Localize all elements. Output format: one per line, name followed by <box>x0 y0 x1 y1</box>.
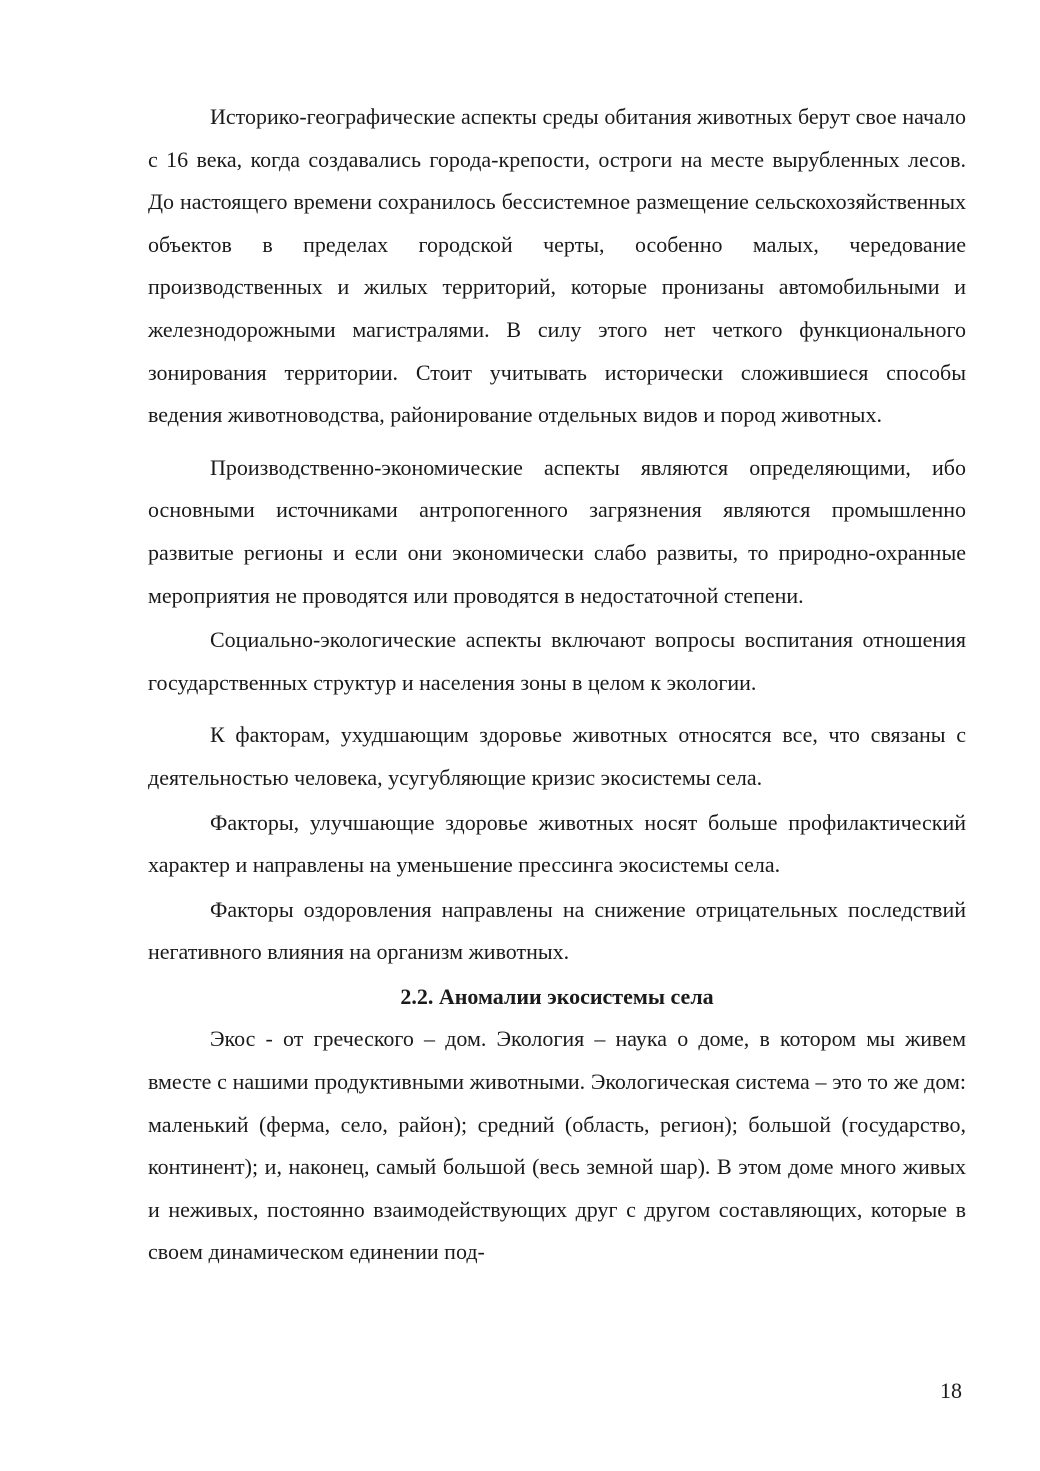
paragraph-ecosystem-definition: Экос - от греческого – дом. Экология – наука о доме, в котором мы живем вместе с нашими продуктивными животными. Экологическая система – это то же дом: маленький (ферма, село, район); средний (область, регион); большой (государство, континент); и, наконец, самый большой (весь земной шар). В этом доме много живых и неживых, постоянно взаимодействующих друг с другом составляющих, которые в своем динамическом единении под- <box>148 1026 966 1265</box>
paragraph-economic-aspects: Производственно-экономические аспекты являются определяющими, ибо основными источниками антропогенного загрязнения являются промышленно развитые регионы и если они экономически слабо развиты, то природно-охранные мероприятия не проводятся или проводятся в недостаточной степени. <box>148 454 966 608</box>
paragraph-social-aspects: Социально-экологические аспекты включают вопросы воспитания отношения государственных структур и населения зоны в целом к экологии. <box>148 627 966 695</box>
paragraph-worsening-factors: К факторам, ухудшающим здоровье животных относятся все, что связаны с деятельностью человека, усугубляющие кризис экосистемы села. <box>148 722 966 790</box>
section-heading: 2.2. Аномалии экосистемы села <box>400 983 714 1009</box>
paragraph-historical-aspects: Историко-географические аспекты среды обитания животных берут свое начало с 16 века, когда создавались города-крепости, остроги на месте вырубленных лесов. До настоящего времени сохранилось бессистемное размещение сельскохозяйственных объектов в пределах городской черты, особенно малых, чередование производственных и жилых территорий, которые пронизаны автомобильными и железнодорожными магистралями. В силу этого нет четкого функционального зонирования территории. Стоит учитывать исторически сложившиеся способы ведения животноводства, районирование отдельных видов и пород животных. <box>148 104 966 428</box>
paragraph-recovery-factors: Факторы оздоровления направлены на снижение отрицательных последствий негативного влияния на организм животных. <box>148 896 966 965</box>
page-body <box>148 96 966 1274</box>
paragraph-improving-factors: Факторы, улучшающие здоровье животных носят больше профилактический характер и направлены на уменьшение прессинга экосистемы села. <box>148 809 966 878</box>
page-number: 18 <box>940 1378 962 1403</box>
